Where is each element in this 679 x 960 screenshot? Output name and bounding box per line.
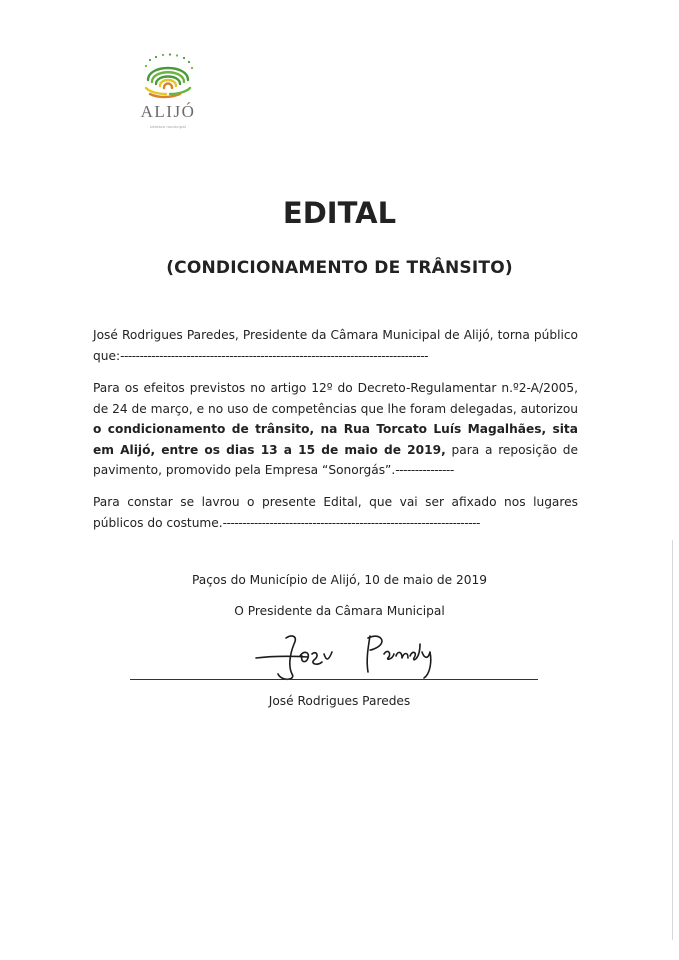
dash-filler: ------------------------------------------------------------------ bbox=[222, 515, 480, 530]
posting-text: Para constar se lavrou o presente Edital, que vai ser afixado nos lugares públicos do costume. bbox=[93, 495, 578, 530]
authorization-highlight: o condicionamento de trânsito, na Rua Torcato Luís Magalhães, sita em Alijó, entre os dias 13 a 15 de maio de 2019, bbox=[93, 422, 578, 457]
signatory-role: O Presidente da Câmara Municipal bbox=[234, 604, 445, 618]
announcement-paragraph bbox=[93, 325, 578, 366]
authorization-text-end: para a reposição de pavimento, promovido pela Empresa “Sonorgás”. bbox=[93, 442, 578, 477]
dash-filler: --------------- bbox=[395, 463, 454, 477]
logo-subtext: câmara municipal bbox=[149, 124, 187, 129]
handwritten-signature bbox=[252, 626, 452, 686]
authorization-paragraph bbox=[93, 378, 578, 481]
authorization-text: Para os efeitos previstos no artigo 12º do Decreto-Regulamentar n.º2-A/2005, de 24 de março, e no uso de competências que lhe foram delegadas, autorizou bbox=[93, 381, 578, 416]
posting-paragraph bbox=[93, 492, 578, 533]
fingerprint-emblem-icon bbox=[140, 52, 196, 100]
municipality-logo bbox=[132, 52, 204, 130]
place-and-date: Paços do Município de Alijó, 10 de maio de 2019 bbox=[191, 573, 488, 587]
page-edge-divider bbox=[672, 540, 673, 940]
document-subtitle: (CONDICIONAMENTO DE TRÂNSITO) bbox=[166, 258, 513, 278]
signatory-name: José Rodrigues Paredes bbox=[268, 694, 411, 708]
dash-filler: ------------------------------------------------------------------------------- bbox=[120, 348, 428, 363]
signature-line bbox=[130, 679, 538, 680]
announcement-text: José Rodrigues Paredes, Presidente da Câmara Municipal de Alijó, torna público que: bbox=[93, 328, 578, 363]
document-title: EDITAL bbox=[282, 196, 397, 230]
logo-wordmark: ALIJÓ bbox=[140, 102, 196, 121]
